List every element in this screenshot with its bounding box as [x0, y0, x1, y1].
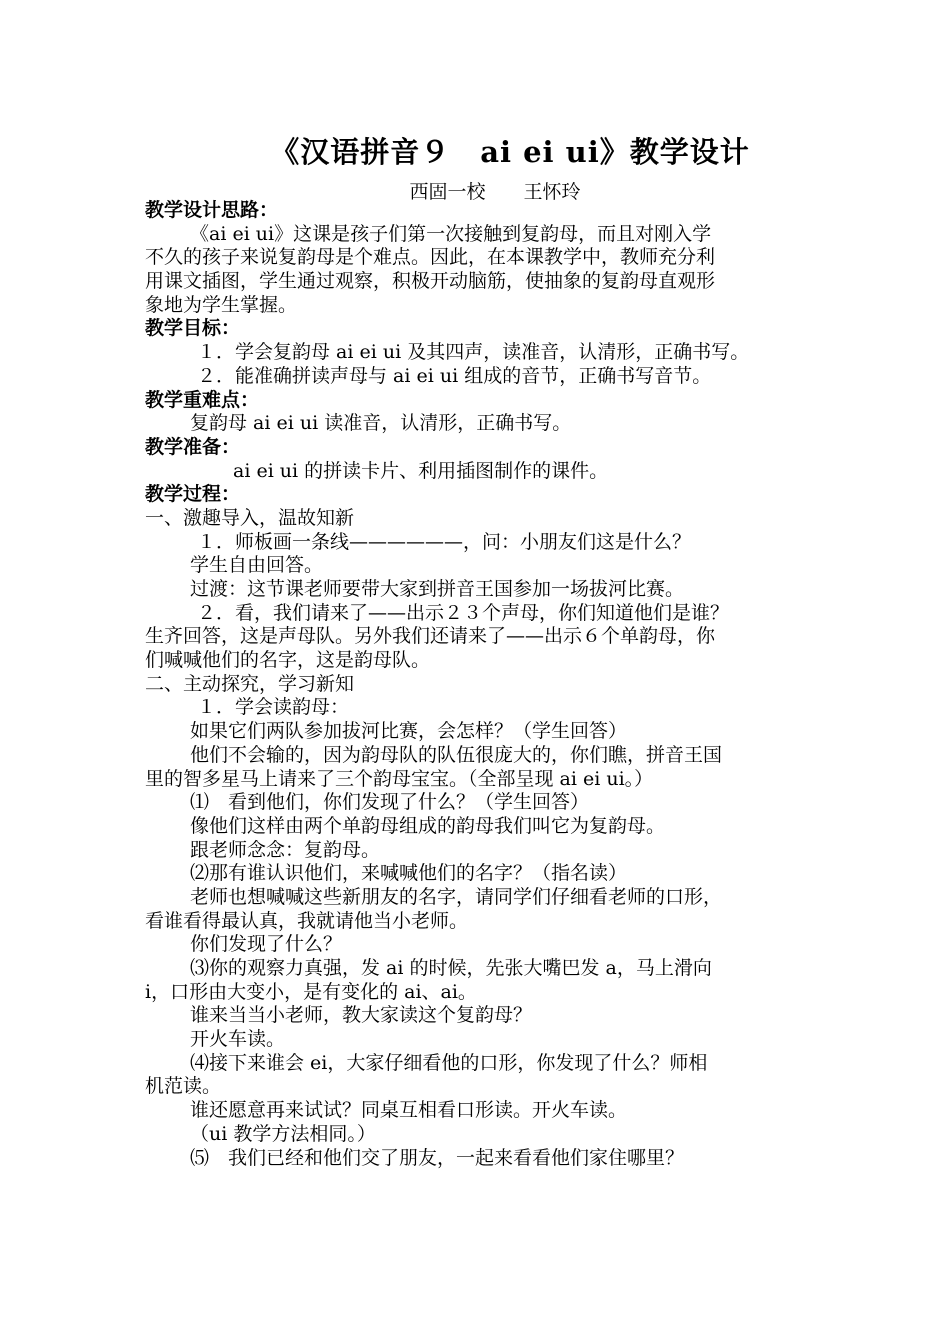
paragraph-line: 生齐回答，这是声母队。另外我们还请来了——出示６个单韵母，你	[145, 625, 716, 648]
section-heading: 教学准备：	[145, 435, 241, 458]
list-item: ２．看，我们请来了——出示２３个声母，你们知道他们是谁？	[197, 601, 730, 624]
section-heading: 教学设计思路：	[145, 199, 279, 221]
paragraph-line: 过渡：这节课老师要带大家到拼音王国参加一场拔河比赛。	[190, 578, 685, 600]
paragraph-line: 看谁看得最认真，我就请他当小老师。	[145, 909, 469, 932]
document-body	[145, 199, 825, 1170]
step-heading: 一、激趣导入，温故知新	[145, 506, 355, 529]
paragraph-line: 你们发现了什么？	[190, 933, 343, 956]
paragraph-line: 谁还愿意再来试试？同桌互相看口形读。开火车读。	[190, 1099, 628, 1122]
list-item: ⑸ 我们已经和他们交了朋友，一起来看看他们家住哪里？	[190, 1146, 685, 1169]
paragraph-line: 用课文插图，学生通过观察，积极开动脑筋，使抽象的复韵母直观形	[145, 270, 716, 293]
paragraph-line: i，口形由大变小，是有变化的 ai、ai。	[145, 980, 477, 1003]
list-item: ⑷接下来谁会 ei，大家仔细看他的口形，你发现了什么？师相	[190, 1051, 708, 1074]
paragraph-line: 开火车读。	[190, 1028, 286, 1051]
paragraph-line: 谁来当当小老师，教大家读这个复韵母？	[190, 1004, 533, 1027]
list-item: １．学会复韵母 ai ei ui 及其四声，读准音，认清形，正确书写。	[197, 341, 750, 364]
paragraph-line: 机范读。	[145, 1075, 222, 1098]
list-item: ⑶你的观察力真强，发 ai 的时候，先张大嘴巴发 a，马上滑向	[190, 957, 712, 979]
paragraph-line: 他们不会输的，因为韵母队的队伍很庞大的，你们瞧，拼音王国	[190, 743, 723, 766]
step-heading: 二、主动探究，学习新知	[145, 672, 355, 695]
document-title: 《汉语拼音９ ai ei ui》教学设计	[270, 135, 750, 169]
paragraph-line: 像他们这样由两个单韵母组成的韵母我们叫它为复韵母。	[190, 814, 666, 837]
list-item: ２．能准确拼读声母与 ai ei ui 组成的音节，正确书写音节。	[197, 364, 712, 387]
author-line: 西固一校 王怀玲	[409, 181, 581, 203]
list-item: １．学会读韵母：	[197, 696, 350, 719]
paragraph-line: 跟老师念念：复韵母。	[190, 838, 381, 861]
paragraph-line: 《ai ei ui》这课是孩子们第一次接触到复韵母，而且对刚入学	[190, 222, 712, 245]
list-item: ⑴ 看到他们，你们发现了什么？（学生回答）	[190, 791, 590, 814]
paragraph-line: 复韵母 ai ei ui 读准音，认清形，正确书写。	[190, 412, 572, 435]
paragraph-line: 不久的孩子来说复韵母是个难点。因此，在本课教学中，教师充分利	[145, 246, 716, 269]
section-heading: 教学重难点：	[145, 388, 260, 411]
section-heading: 教学过程：	[145, 483, 241, 506]
paragraph-line: 们喊喊他们的名字，这是韵母队。	[145, 649, 431, 672]
paragraph-line: ai ei ui 的拼读卡片、利用插图制作的课件。	[233, 459, 609, 482]
paragraph-line: （ui 教学方法相同。）	[190, 1122, 376, 1145]
paragraph-line: 里的智多星马上请来了三个韵母宝宝。（全部呈现 ai ei ui。）	[145, 767, 654, 790]
paragraph-line: 象地为学生掌握。	[145, 293, 298, 316]
list-item: ⑵那有谁认识他们，来喊喊他们的名字？（指名读）	[190, 862, 628, 885]
list-item: １．师板画一条线——————，问：小朋友们这是什么？	[197, 530, 692, 553]
paragraph-line: 如果它们两队参加拔河比赛，会怎样？（学生回答）	[190, 720, 628, 743]
section-heading: 教学目标：	[145, 317, 241, 340]
paragraph-line: 学生自由回答。	[190, 554, 324, 577]
paragraph-line: 老师也想喊喊这些新朋友的名字，请同学们仔细看老师的口形，	[190, 885, 723, 908]
